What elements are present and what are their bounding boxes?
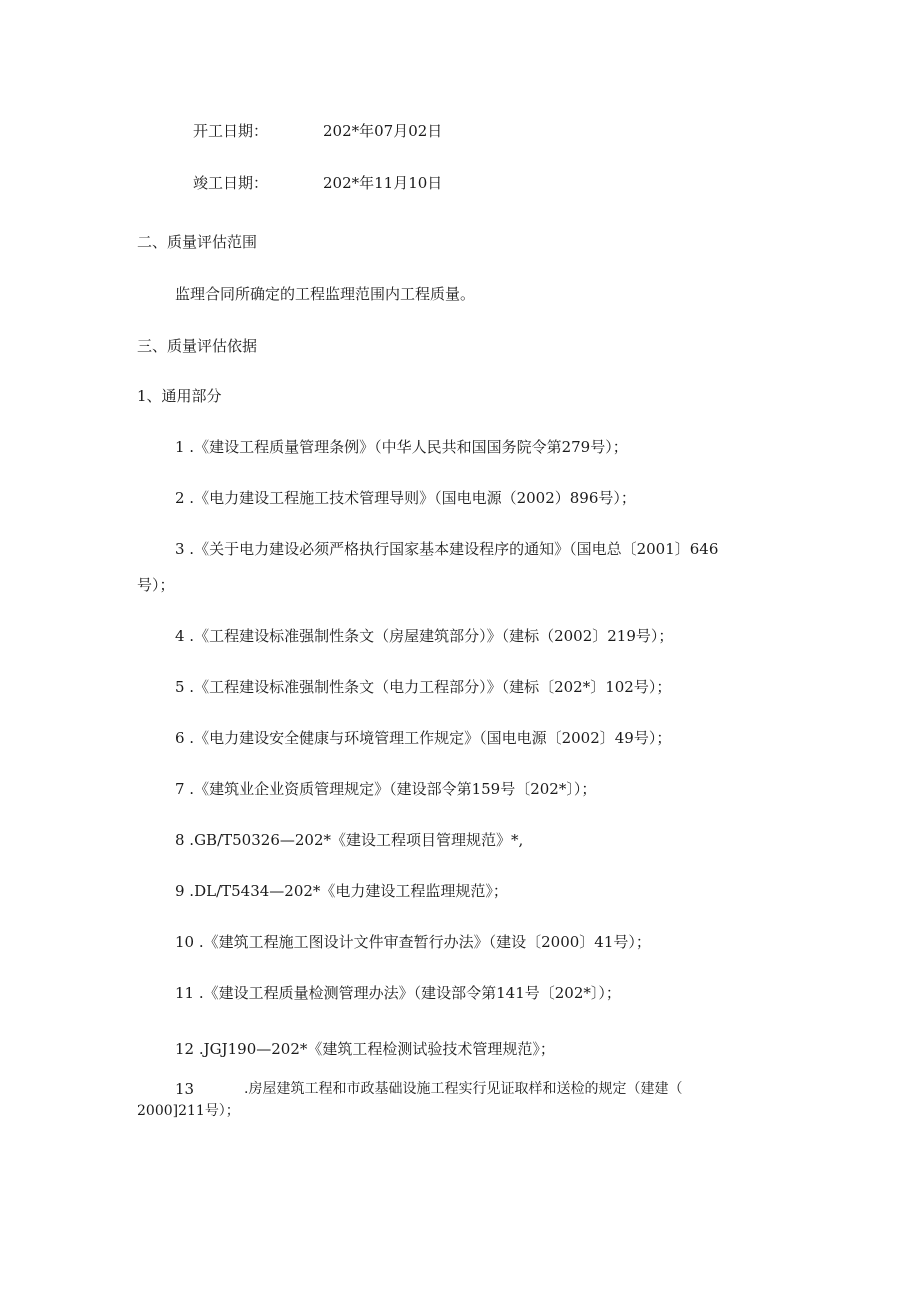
- list-item-13-number: 13: [175, 1080, 195, 1098]
- end-date-value: 202*年11月10日: [323, 174, 443, 192]
- list-item-7: 7 .《建筑业企业资质管理规定》（建设部令第159号〔202*〕）；: [175, 780, 597, 798]
- list-item-1: 1 .《建设工程质量管理条例》（中华人民共和国国务院令第279号）；: [175, 438, 628, 456]
- list-item-3-continuation: 号）；: [137, 576, 175, 594]
- end-date-label: 竣工日期：: [193, 174, 269, 192]
- list-item-9: 9 .DL/T5434—202*《电力建设工程监理规范》；: [175, 882, 508, 900]
- list-item-10: 10 .《建筑工程施工图设计文件审查暂行办法》（建设〔2000〕41号）；: [175, 933, 651, 951]
- list-item-6: 6 .《电力建设安全健康与环境管理工作规定》（国电电源〔2002〕49号）；: [175, 729, 672, 747]
- section-2-body: 监理合同所确定的工程监理范围内工程质量。: [175, 285, 476, 303]
- section-2-heading: 二、质量评估范围: [137, 233, 258, 251]
- list-item-13-text: .房屋建筑工程和市政基础设施工程实行见证取样和送检的规定（建建（: [244, 1081, 683, 1097]
- list-item-4: 4 .《工程建设标准强制性条文（房屋建筑部分）》（建标（2002〕219号）；: [175, 627, 674, 645]
- start-date-value: 202*年07月02日: [323, 122, 443, 140]
- list-item-2: 2 .《电力建设工程施工技术管理导则》（国电电源（2002）896号）；: [175, 489, 636, 507]
- general-part-heading: 1、通用部分: [137, 387, 222, 405]
- list-item-8: 8 .GB/T50326—202*《建设工程项目管理规范》*,: [175, 831, 524, 849]
- list-item-5: 5 .《工程建设标准强制性条文（电力工程部分）》（建标〔202*〕102号）；: [175, 678, 672, 696]
- section-3-heading: 三、质量评估依据: [137, 337, 258, 355]
- list-item-13-continuation: 2000]211号）；: [137, 1103, 240, 1119]
- list-item-3: 3 .《关于电力建设必须严格执行国家基本建设程序的通知》（国电总〔2001〕646: [175, 540, 719, 558]
- start-date-label: 开工日期：: [193, 122, 269, 140]
- list-item-12: 12 .JGJ190—202*《建筑工程检测试验技术管理规范》；: [175, 1040, 555, 1058]
- list-item-11: 11 .《建设工程质量检测管理办法》（建设部令第141号〔202*〕）；: [175, 984, 621, 1002]
